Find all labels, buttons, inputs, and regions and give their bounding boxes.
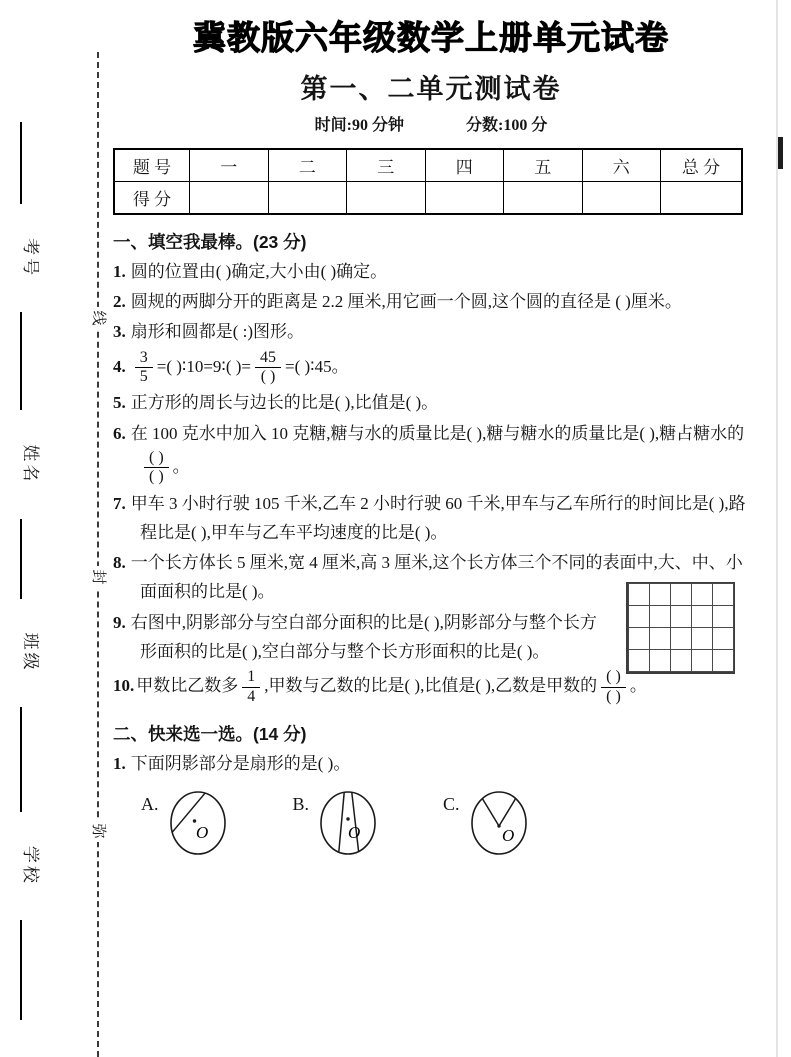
question-number: 8. — [113, 553, 126, 573]
question-text: 右图中,阴影部分与空白部分面积的比是( ),阴影部分与整个长方形面积的比是( ),空白部分与整个长方形面积的比是( )。 — [130, 612, 597, 661]
choice-b — [293, 786, 382, 858]
radius-line-left — [482, 799, 499, 826]
question-number: 7. — [113, 493, 126, 513]
score-col-5: 五 — [504, 149, 583, 182]
fraction: $\frac{( )}{( )}$ — [144, 449, 169, 487]
center-dot — [497, 824, 500, 827]
sidebar-blank-line — [20, 707, 28, 812]
question-text: 在 100 克水中加入 10 克糖,糖与水的质量比是( ),糖与糖水的质量比是( ),糖占糖水的 $\frac{( )}{( )}$ 。 — [130, 423, 745, 486]
choice-a-label: A. — [141, 794, 159, 815]
circle-center-label: O — [195, 823, 208, 843]
question-text: 圆的位置由( )确定,大小由( )确定。 — [130, 262, 388, 281]
choice-row — [141, 786, 749, 858]
score-cell — [347, 182, 426, 215]
question-text: $\frac{3}{5}$ =( )∶10=9∶( )= $\frac{45}{( )}$ =( )∶45。 — [131, 357, 349, 376]
question-text: 甲车 3 小时行驶 105 千米,乙车 2 小时行驶 60 千米,甲车与乙车所行的时间比是( ),路程比是( ),甲车与乙车平均速度的比是( )。 — [130, 493, 746, 542]
score-col-4: 四 — [425, 149, 504, 182]
seal-char-xian: 线 — [87, 307, 109, 329]
grid-cell — [649, 627, 671, 650]
score-col-total: 总 分 — [661, 149, 743, 182]
question-7 — [113, 489, 749, 547]
question-text: 扇形和圆都是( :)图形。 — [130, 322, 305, 342]
time-label: 时间:90 分钟 — [314, 117, 404, 134]
circle-outline — [472, 792, 526, 854]
question-4 — [113, 348, 749, 388]
score-col-3: 三 — [347, 149, 426, 182]
grid-cell — [670, 627, 692, 650]
score-cell — [582, 182, 661, 215]
chord-line-right — [352, 793, 359, 852]
grid-cell — [712, 627, 734, 650]
question-text: 正方形的周长与边长的比是( ),比值是( )。 — [130, 393, 439, 413]
choice-a — [141, 786, 231, 858]
question-number: 9. — [113, 612, 126, 632]
question-number: 10. — [113, 675, 135, 695]
question-number: 3. — [113, 322, 126, 342]
grid-cell — [649, 605, 671, 628]
seal-char-mi: 弥 — [87, 820, 109, 842]
page-title: 冀教版六年级数学上册单元试卷 — [193, 19, 669, 56]
question-9 — [113, 608, 749, 666]
circle-center-label: O — [348, 823, 361, 843]
choice-c-label: C. — [443, 794, 460, 815]
student-info-strip — [20, 122, 47, 1020]
fraction: $\frac{3}{5}$ — [135, 349, 153, 387]
score-col-2: 二 — [268, 149, 347, 182]
circle-with-sector-figure — [466, 786, 532, 858]
sidebar-blank-line — [20, 519, 28, 599]
score-col-1: 一 — [190, 149, 269, 182]
question-number: 6. — [113, 423, 126, 443]
score-label: 分数:100 分 — [466, 117, 548, 134]
score-col-6: 六 — [582, 149, 661, 182]
sidebar-name-label: 姓名 — [21, 444, 40, 485]
question-number: 1. — [113, 753, 126, 773]
scan-edge-mark — [778, 137, 783, 169]
radius-line-right — [499, 799, 516, 826]
question-text: 一个长方体长 5 厘米,宽 4 厘米,高 3 厘米,这个长方体三个不同的表面中,大、中、小面面积的比是( )。 — [130, 553, 743, 602]
question-2 — [113, 287, 749, 316]
fraction: $\frac{45}{( )}$ — [255, 349, 281, 387]
score-cell — [504, 182, 583, 215]
paper-content — [113, 10, 749, 858]
grid-cell — [649, 583, 671, 606]
sidebar-class-label: 班级 — [21, 632, 40, 673]
chord-line-left — [339, 793, 344, 853]
choice-c — [443, 786, 532, 858]
seal-char-feng: 封 — [87, 566, 109, 588]
circle-center-label: O — [501, 826, 514, 846]
question-number: 2. — [113, 292, 126, 312]
question-text: 下面阴影部分是扇形的是( )。 — [130, 753, 351, 773]
grid-cell — [712, 605, 734, 628]
grid-cell — [670, 605, 692, 628]
question-3 — [113, 317, 749, 346]
sidebar-exam-number-label: 考号 — [21, 238, 40, 279]
sidebar-blank-line — [20, 312, 28, 410]
seal-dashed-line — [97, 52, 99, 1057]
grid-cell — [712, 583, 734, 606]
question-number: 1. — [113, 262, 126, 281]
score-cell — [425, 182, 504, 215]
section-one-heading: 一、填空我最棒。(23 分) — [113, 232, 307, 252]
grid-cell — [691, 605, 713, 628]
grid-cell — [628, 627, 650, 650]
sidebar-school-label: 学校 — [21, 845, 40, 886]
answer-grid-figure — [626, 582, 735, 674]
score-cell — [190, 182, 269, 215]
grid-cell — [628, 583, 650, 606]
sidebar-blank-line — [20, 122, 28, 204]
choice-b-label: B. — [292, 794, 310, 815]
score-cell — [661, 182, 743, 215]
question-10 — [113, 667, 749, 707]
page-subtitle: 第一、二单元测试卷 — [300, 74, 562, 104]
sidebar-blank-line — [20, 920, 28, 1020]
question-number: 4. — [113, 356, 126, 376]
question-6 — [113, 419, 749, 488]
question-number: 5. — [113, 393, 126, 413]
section-two-heading: 二、快来选一选。(14 分) — [113, 723, 307, 744]
score-table-header-label: 题 号 — [114, 149, 190, 182]
exam-meta — [113, 112, 749, 135]
grid-cell — [670, 583, 692, 606]
center-dot — [346, 817, 349, 820]
fraction: $\frac{1}{4}$ — [242, 668, 260, 706]
grid-cell — [691, 583, 713, 606]
question-5 — [113, 388, 749, 417]
question-text: 甲数比乙数多 $\frac{1}{4}$ ,甲数与乙数的比是( ),比值是( ),乙数是甲数的 $\frac{( )}{( )}$ 。 — [136, 668, 647, 705]
circle-with-two-chords-figure — [315, 786, 381, 858]
score-table-header-row — [114, 149, 742, 182]
fraction: $\frac{( )}{( )}$ — [601, 668, 626, 706]
score-table — [113, 148, 743, 215]
grid-cell — [628, 605, 650, 628]
grid-cell — [691, 627, 713, 650]
section-two-question-1 — [113, 749, 749, 778]
score-table-score-row — [114, 182, 742, 215]
score-cell — [268, 182, 347, 215]
score-row-label: 得 分 — [114, 182, 190, 215]
question-text: 圆规的两脚分开的距离是 2.2 厘米,用它画一个圆,这个圆的直径是 ( )厘米。 — [130, 292, 682, 312]
circle-with-chord-figure — [165, 786, 231, 858]
question-1 — [113, 257, 749, 286]
